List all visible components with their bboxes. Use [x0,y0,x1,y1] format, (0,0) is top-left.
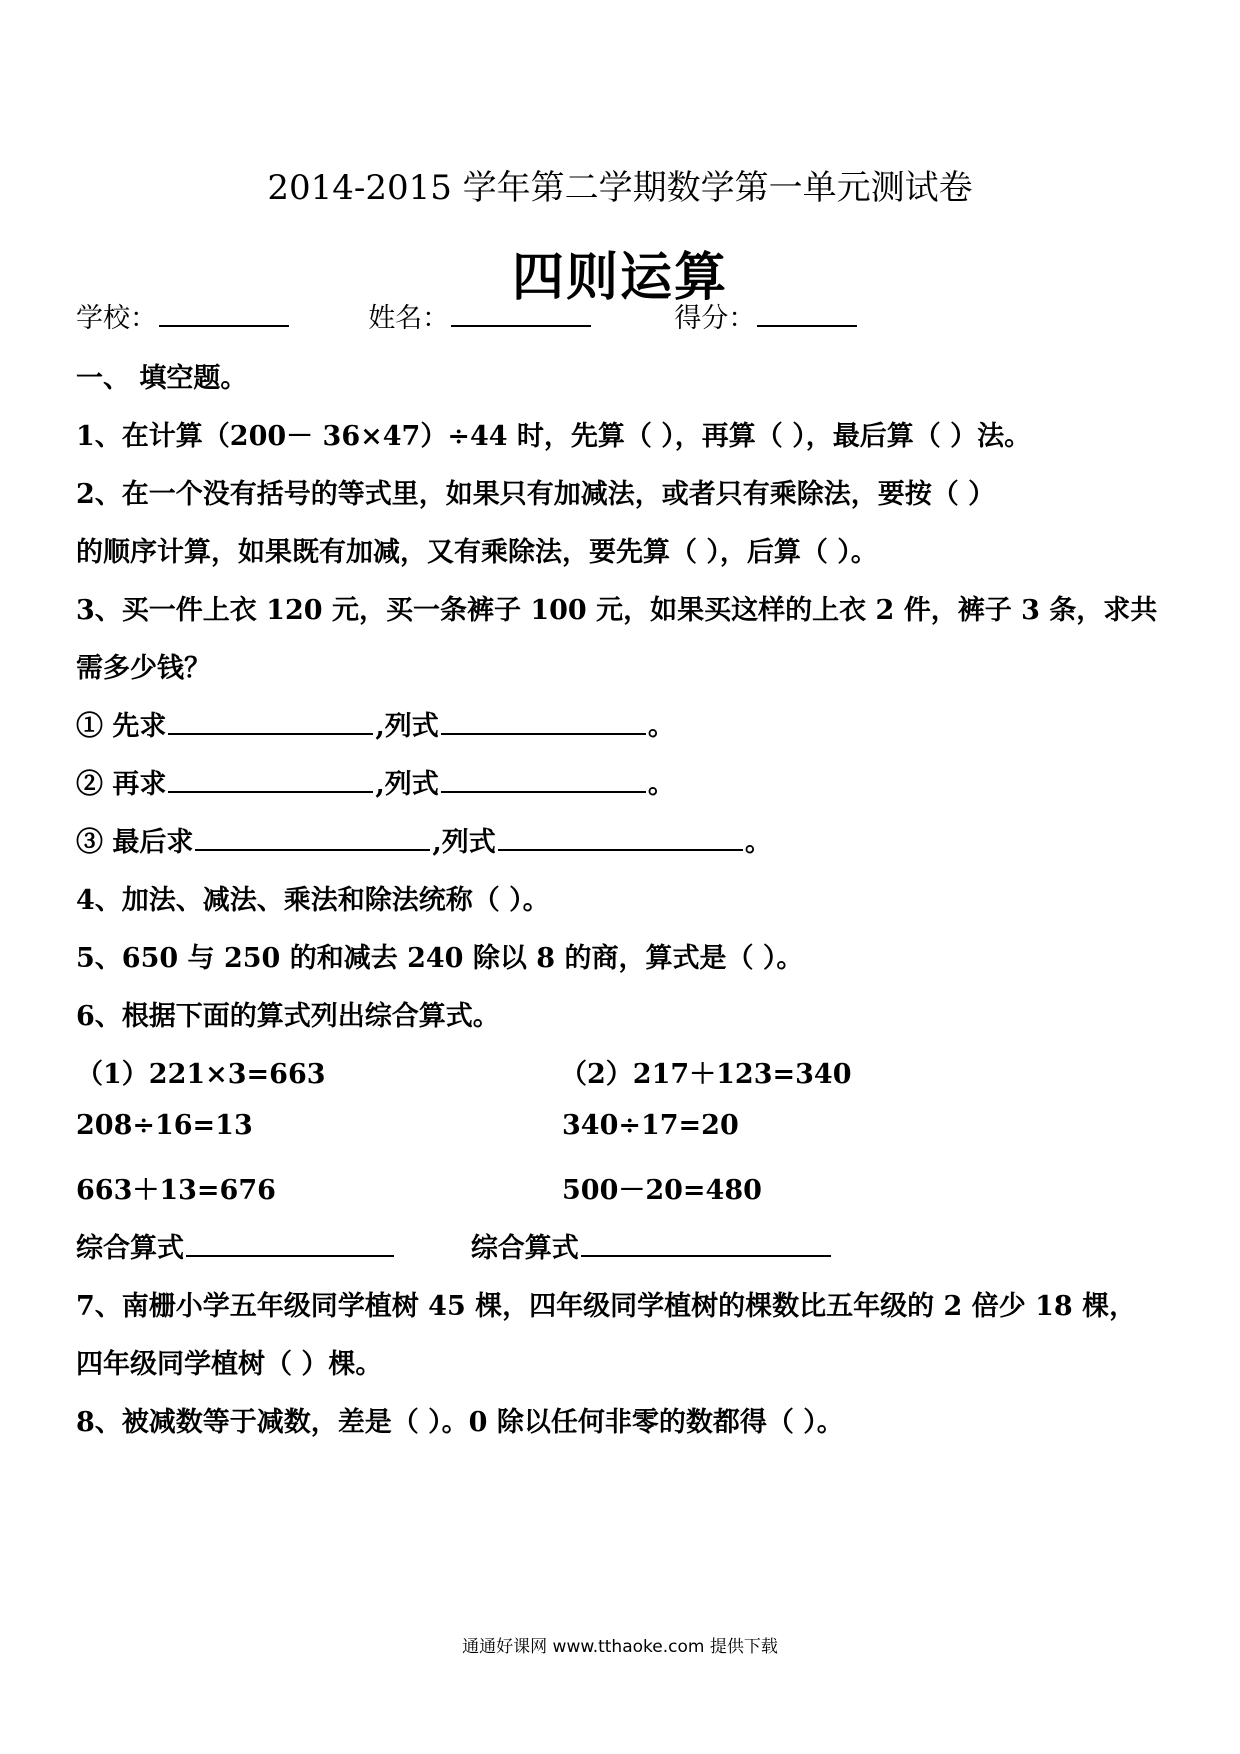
exam-title: 2014-2015 学年第二学期数学第一单元测试卷 [267,168,973,208]
combined-label-right: 综合算式 [470,1233,579,1264]
section-heading: 一、 填空题。 [76,363,248,394]
question-5: 5、650 与 250 的和减去 240 除以 8 的商，算式是（ ）。 [76,943,804,974]
question-3-line-2: 需多少钱？ [76,653,211,684]
q6-left-2: 208÷16=13 [76,1110,253,1141]
combined-label-left: 综合算式 [76,1233,184,1264]
question-7-line-1: 7、南栅小学五年级同学植树 45 棵，四年级同学植树的棵数比五年级的 2 倍少 18 棵， [76,1291,1137,1322]
question-6: 6、根据下面的算式列出综合算式。 [76,1001,500,1032]
q6-left-1: （1）221×3=663 [76,1059,326,1090]
school-label: 学校： [76,303,157,334]
q6-right-3: 500－20=480 [562,1175,762,1206]
question-4: 4、加法、减法、乘法和除法统称（ ）。 [76,885,550,916]
q6-combined-row [76,1226,833,1265]
question-3-step-2: ② 再求 ,列式 。 [76,762,675,801]
question-2-line-1: 2、在一个没有括号的等式里，如果只有加减法，或者只有乘除法，要按（ ） [76,479,996,510]
question-7-line-2: 四年级同学植树（ ）棵。 [76,1349,383,1380]
question-1: 1、在计算（200－ 36×47）÷44 时，先算（ ），再算（ ），最后算（ ）法。 [76,421,1032,452]
combined-blank-right [581,1229,831,1257]
question-3-line-1: 3、买一件上衣 120 元，买一条裤子 100 元，如果买这样的上衣 2 件，裤子 3 条，求共 [76,595,1158,626]
question-2-line-2: 的顺序计算，如果既有加减，又有乘除法，要先算（ ），后算（ ）。 [76,537,878,568]
info-row [76,296,859,335]
score-blank [757,299,857,327]
question-3-step-3: ③ 最后求 ,列式 。 [76,820,772,859]
q6-right-1: （2）217＋123=340 [560,1059,852,1090]
score-label: 得分： [674,303,756,334]
exam-subtitle: 四则运算 [511,248,728,308]
q6-left-3: 663＋13=676 [76,1175,276,1206]
name-label: 姓名： [368,303,450,334]
combined-blank-left [186,1229,394,1257]
name-blank [451,299,591,327]
q6-right-2: 340÷17=20 [562,1110,739,1141]
question-8: 8、被减数等于减数，差是（ ）。0 除以任何非零的数都得（ ）。 [76,1407,844,1438]
question-3-step-1: ① 先求 ,列式 。 [76,704,675,743]
footer-watermark: 通通好课网 www.tthaoke.com 提供下载 [462,1637,778,1657]
school-blank [159,299,289,327]
